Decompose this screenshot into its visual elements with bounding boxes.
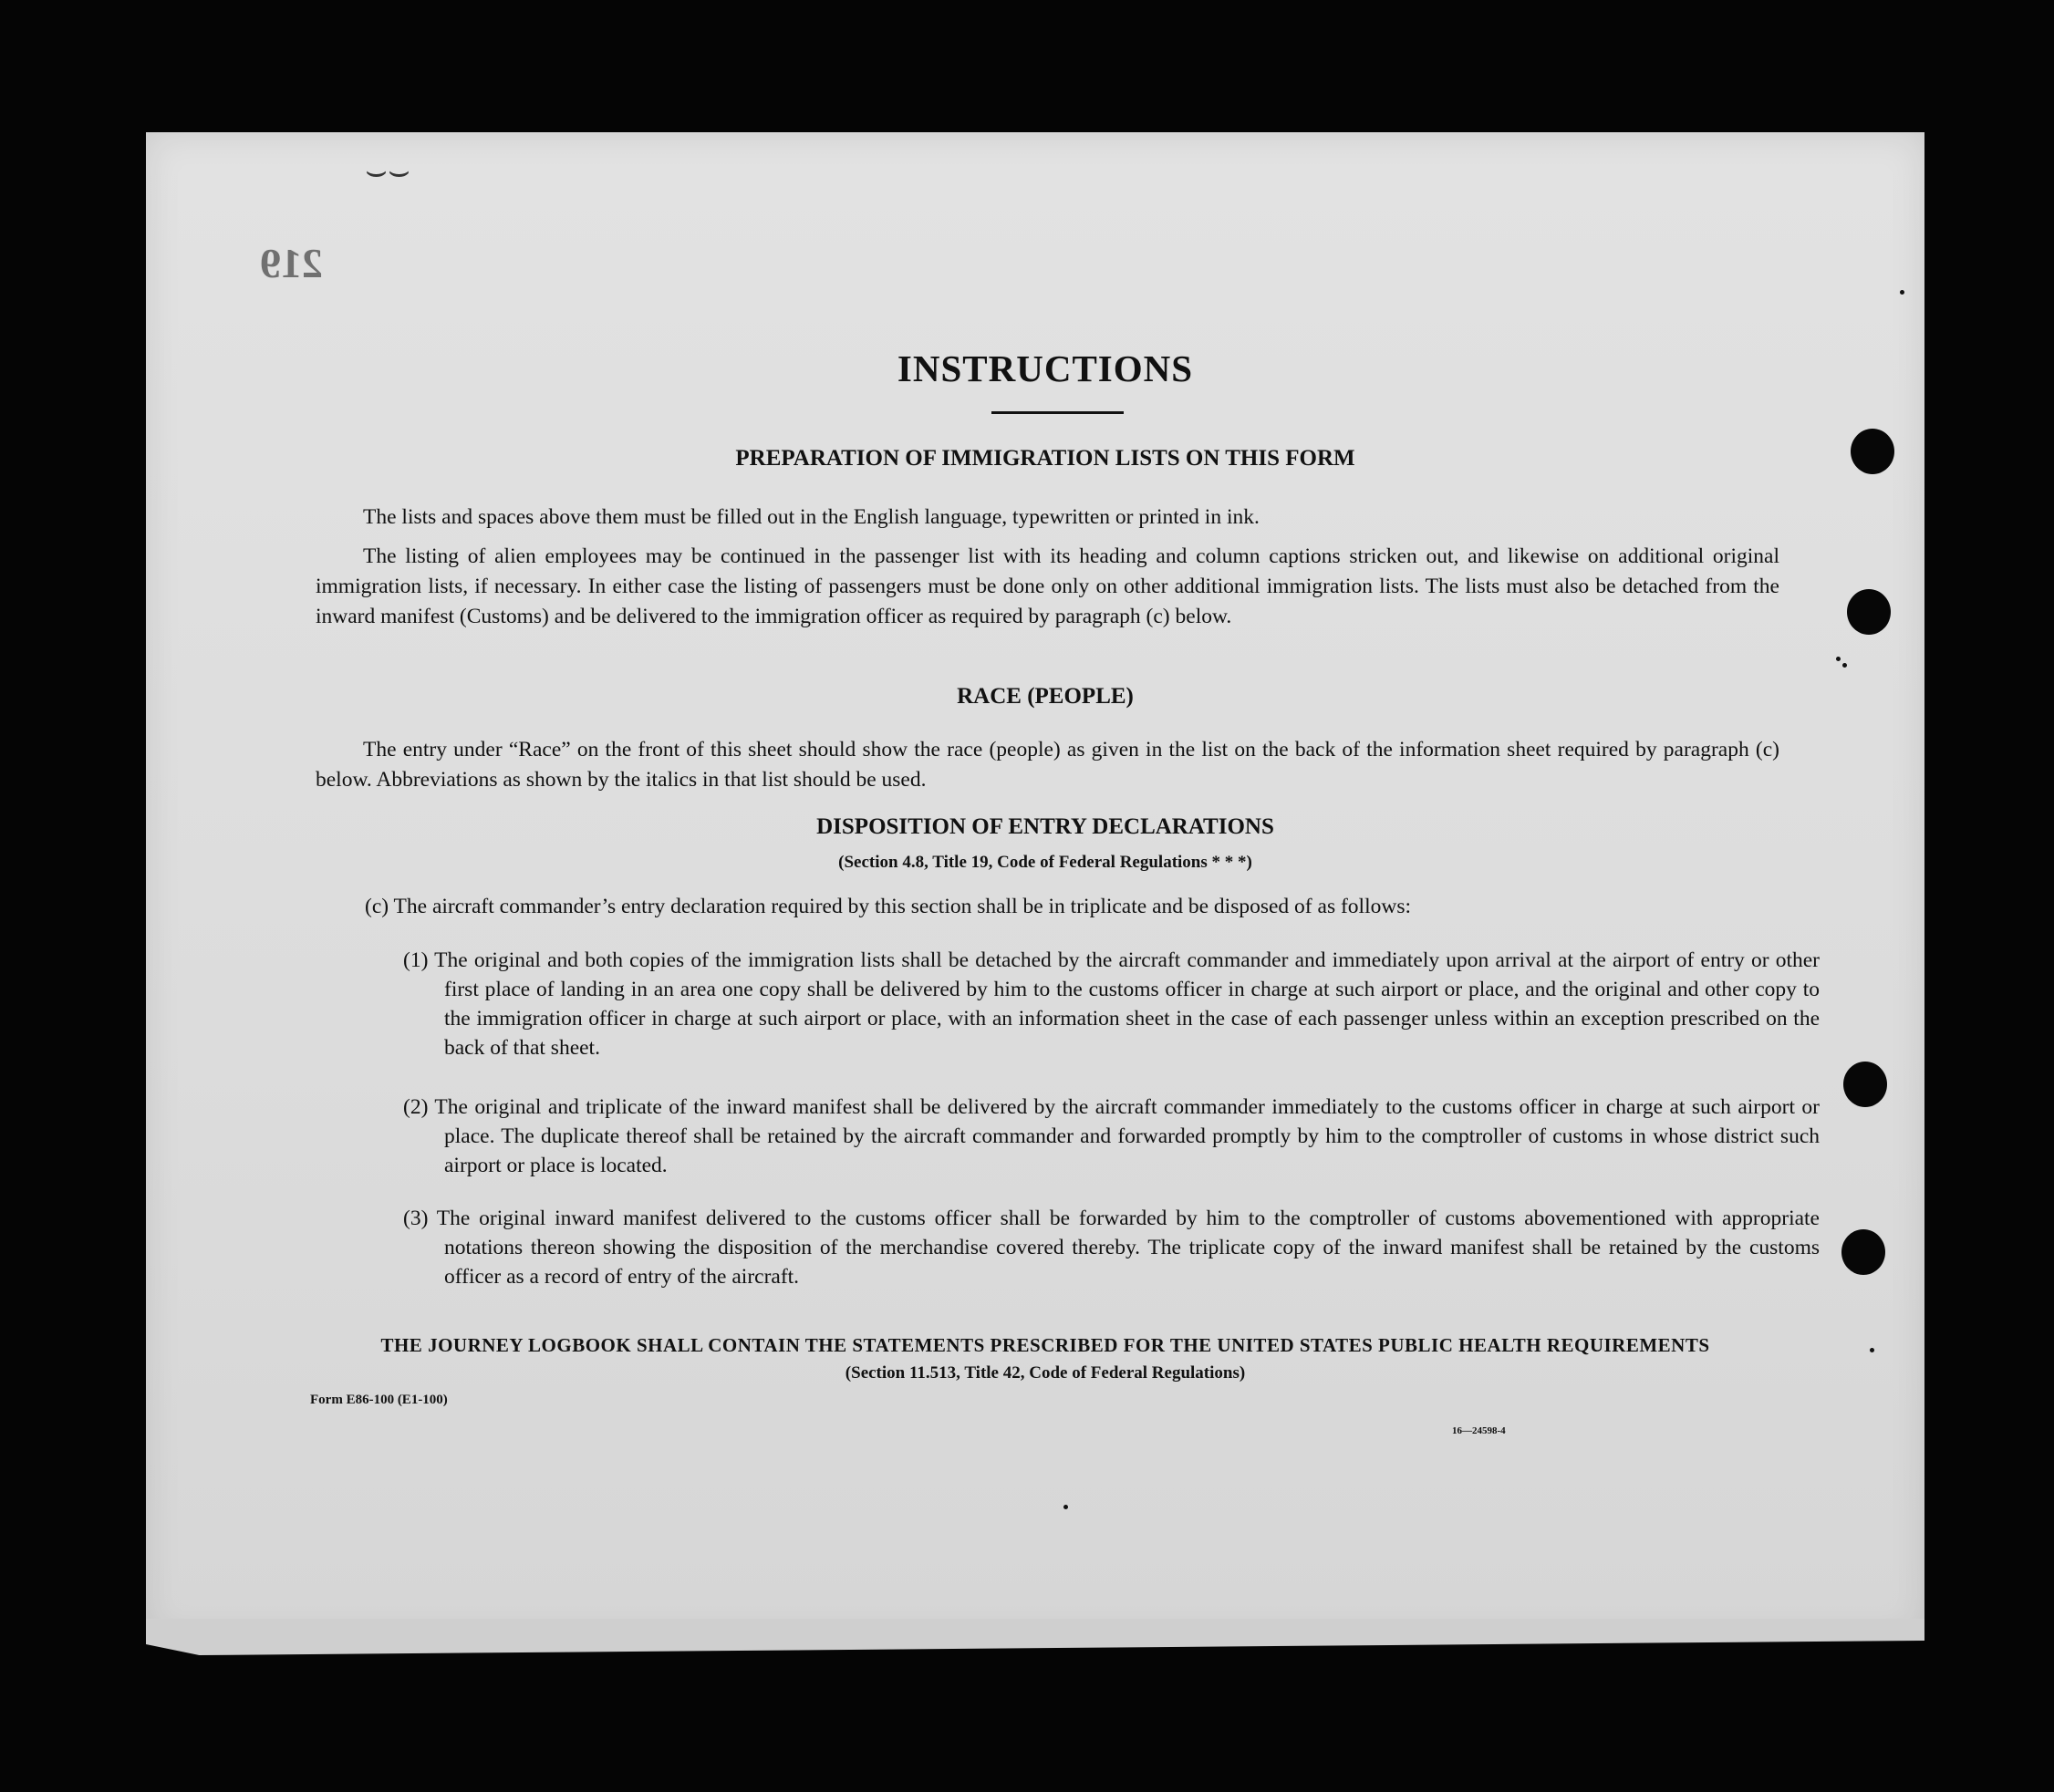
race-heading: RACE (PEOPLE) bbox=[957, 684, 1134, 709]
title-underline bbox=[991, 411, 1124, 414]
stamp-number: 219 bbox=[260, 240, 323, 286]
disposition-item-3: (3) The original inward manifest delivered to the customs officer shall be forwarded by him to the comptroller of customs abovementioned with appropriate notations thereon showing the disposition of the merchandise covered thereby. The triplicate copy of the inward manifest shall be retained by the customs officer as a record of entry of the aircraft. bbox=[403, 1207, 1820, 1289]
form-number: Form E86-100 (E1-100) bbox=[310, 1393, 448, 1407]
speck bbox=[1900, 290, 1904, 295]
disposition-item-2: (2) The original and triplicate of the inward manifest shall be delivered by the aircraft commander immediately to the customs officer in charge at such airport or place. The duplicate thereof shall be retained by the aircraft commander and forwarded promptly by him to the comptroller of customs in whose district such airport or place is located. bbox=[403, 1095, 1820, 1177]
speck bbox=[1842, 663, 1847, 668]
preparation-paragraph-2: The listing of alien employees may be continued in the passenger list with its heading and column captions stricken out, and likewise on additional original immigration lists, if necessary. In either case the listing of passengers must be done only on other additional immigration lists. The lists must also be detached from the inward manifest (Customs) and be delivered to the immigration officer as required by paragraph (c) below. bbox=[316, 544, 1779, 628]
pen-mark: ⌣⌣ bbox=[365, 150, 411, 191]
disposition-citation: (Section 4.8, Title 19, Code of Federal Regulations * * *) bbox=[838, 853, 1252, 872]
speck bbox=[1836, 657, 1841, 661]
speck bbox=[1870, 1348, 1874, 1352]
disposition-item-1: (1) The original and both copies of the immigration lists shall be detached by the aircraft commander and immediately upon arrival at the airport of entry or other first place of landing in an area one copy shall be delivered by him to the customs officer in charge at such airport or place, and the original and other copy to the immigration officer in charge at such airport or place, with an information sheet in the case of each passenger unless within an exception prescribed on the back of that sheet. bbox=[403, 948, 1820, 1060]
disposition-heading: DISPOSITION OF ENTRY DECLARATIONS bbox=[816, 814, 1274, 839]
speck bbox=[1063, 1505, 1068, 1509]
preparation-paragraph-1: The lists and spaces above them must be filled out in the English language, typewritten or printed in ink. bbox=[363, 505, 1260, 529]
race-paragraph: The entry under “Race” on the front of this sheet should show the race (people) as given in the list on the back of the information sheet required by paragraph (c) below. Abbreviations as shown by the italics in that list should be used. bbox=[316, 738, 1779, 792]
disposition-intro: (c) The aircraft commander’s entry declaration required by this section shall be in triplicate and be disposed of as follows: bbox=[365, 895, 1411, 918]
punch-hole bbox=[1851, 429, 1894, 474]
print-code: 16—24598-4 bbox=[1452, 1425, 1506, 1436]
page-title: INSTRUCTIONS bbox=[897, 347, 1194, 389]
logbook-citation: (Section 11.513, Title 42, Code of Federal Regulations) bbox=[845, 1363, 1246, 1383]
logbook-statement: THE JOURNEY LOGBOOK SHALL CONTAIN THE STATEMENTS PRESCRIBED FOR THE UNITED STATES PUBLIC HEALTH REQUIREMENTS bbox=[380, 1334, 1710, 1356]
preparation-heading: PREPARATION OF IMMIGRATION LISTS ON THIS FORM bbox=[735, 446, 1355, 471]
punch-hole bbox=[1843, 1062, 1887, 1107]
punch-hole bbox=[1847, 589, 1891, 635]
punch-hole bbox=[1841, 1229, 1885, 1275]
